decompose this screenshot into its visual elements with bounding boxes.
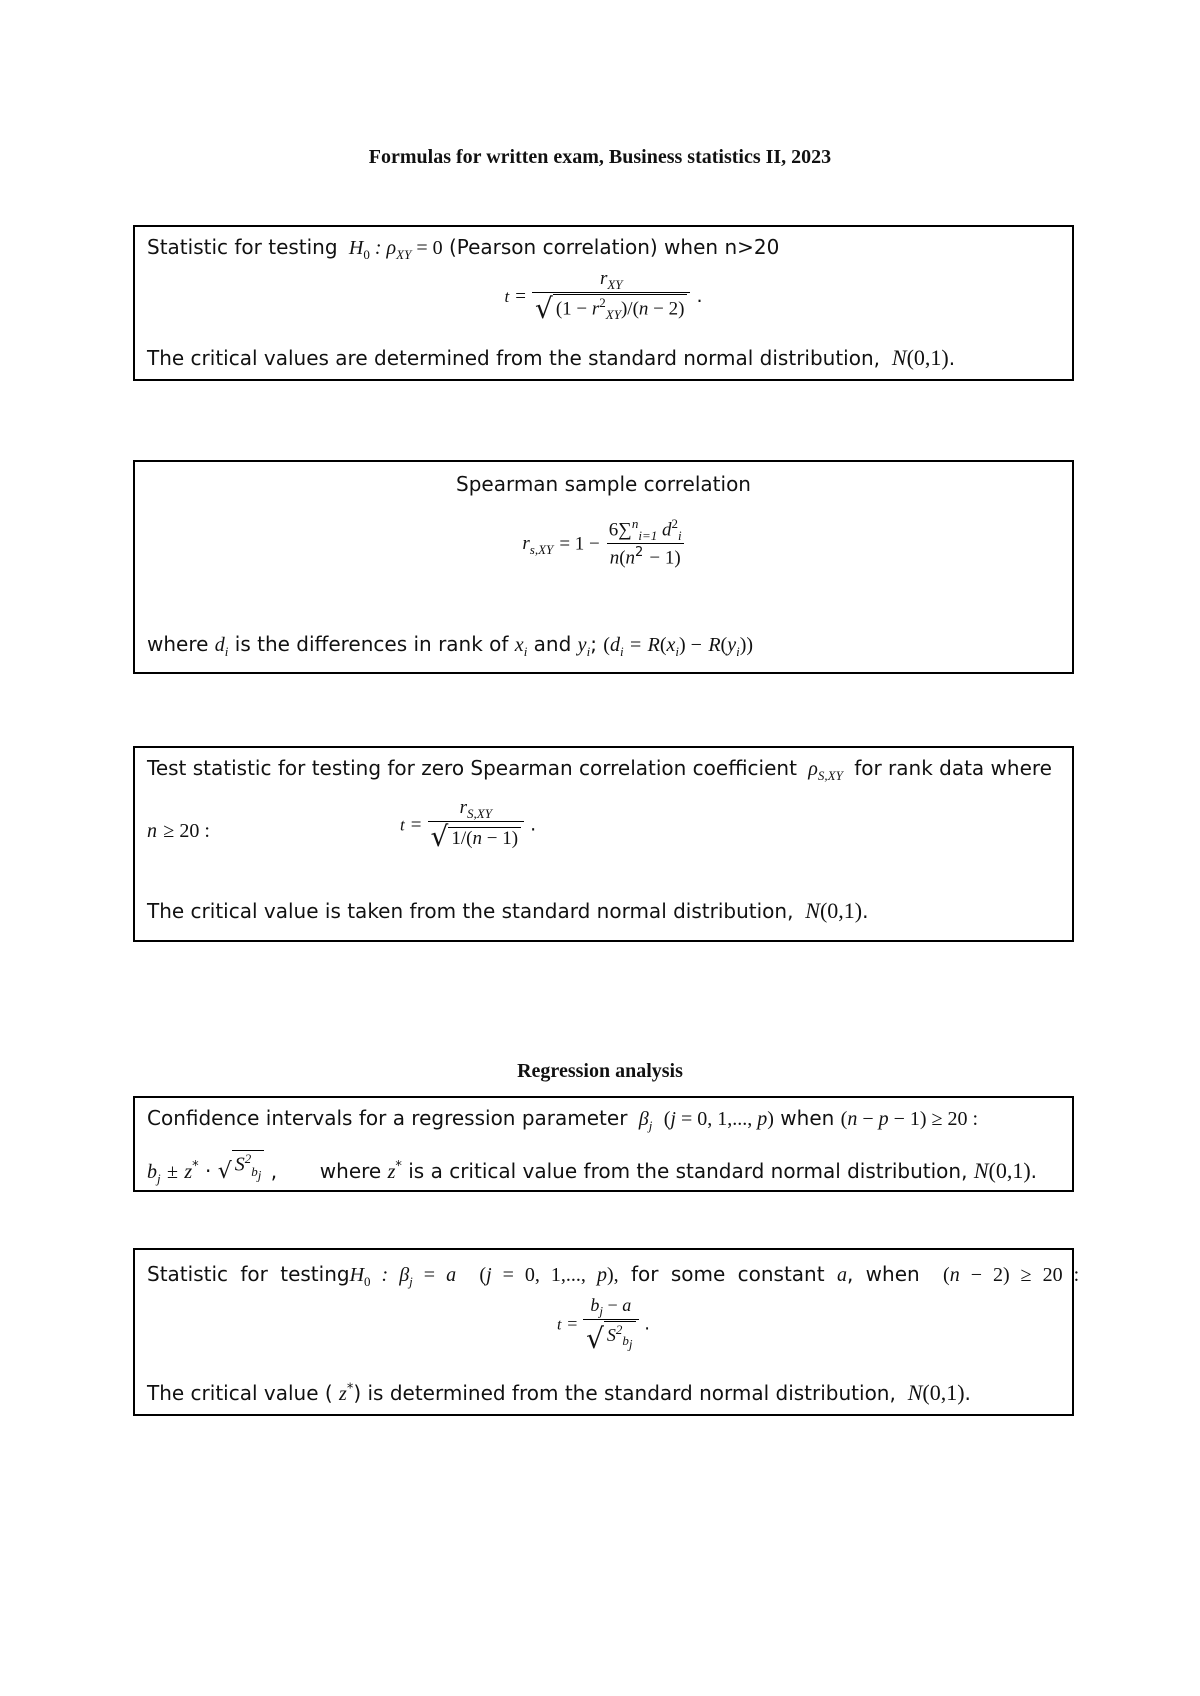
beta-test-when-text: when [865, 1262, 920, 1286]
ci-intro-line: Confidence intervals for a regression parameter $\beta_j$ (j = 0, 1,..., p) when (n − p − 1) ≥ 20 : [147, 1106, 979, 1133]
spearman-heading: Spearman sample correlation [456, 472, 751, 496]
spearman-test-intro: Test statistic for testing for zero Spearman correlation coefficient $\rho_{S,XY}$ for rank data where [147, 756, 1052, 783]
spearman-test-intro-tail: for rank data where [854, 756, 1052, 780]
normal-dist-math: N(0,1) [886, 345, 949, 370]
spearman-formula-box [133, 460, 1074, 674]
page-title: Formulas for written exam, Business statistics II, 2023 [368, 146, 832, 168]
beta-test-word-3: testing [280, 1262, 350, 1286]
regression-section-title: Regression analysis [517, 1060, 683, 1082]
spearman-test-critical: The critical value is taken from the standard normal distribution, N(0,1). [147, 898, 869, 923]
beta-test-critical-text-2: ) is determined from the standard normal distribution, [353, 1381, 896, 1405]
ci-intro-text: Confidence intervals for a regression parameter [147, 1106, 628, 1130]
beta-test-word-2: for [240, 1262, 268, 1286]
confidence-interval-box [133, 1096, 1074, 1192]
pearson-hypothesis-math: $H_0$ : $\rho_{XY} = 0$ [343, 237, 443, 262]
beta-test-critical-text-1: The critical value ( [147, 1381, 333, 1405]
ci-where-tail: is a critical value from the standard normal distribution, [408, 1158, 968, 1183]
beta-test-box [133, 1248, 1080, 1416]
spearman-r-formula: $r_{s,XY} = 1$ − $\frac{6\sum^n_{i=1} d^2_i}{n(n^2 - 1)}$ [135, 517, 1072, 571]
spearman-where-text: where [147, 632, 209, 656]
ci-formula-line: $b_j \pm z^*$ · √ $S^2_{b_j}$ , where z* is a critical value from the standard normal distribution, N(0,1). [147, 1151, 1038, 1186]
beta-test-constant-text: for some constant [630, 1262, 825, 1286]
spearman-test-condition: n ≥ 20 : [147, 820, 210, 842]
beta-test-word-1: Statistic [147, 1262, 229, 1286]
pearson-intro-tail: (Pearson correlation) when [448, 235, 719, 259]
beta-test-formula: t = $b_j - a$ √ $S^2_{b_j}$ . [557, 1295, 650, 1355]
spearman-test-critical-text: The critical value is taken from the standard normal distribution, [147, 899, 794, 923]
pearson-critical-text: The critical values are determined from the standard normal distribution, [147, 346, 881, 370]
pearson-critical-line: The critical values are determined from the standard normal distribution, N(0,1). [147, 345, 956, 370]
pearson-intro-line [147, 235, 779, 263]
ci-when-text: when [780, 1106, 835, 1130]
spearman-test-intro-text: Test statistic for testing for zero Spearman correlation coefficient [147, 756, 797, 780]
pearson-intro-text: Statistic for testing [147, 235, 338, 259]
spearman-where-text-2: is the differences in rank of [234, 632, 509, 656]
beta-test-intro: Statistic for testingH$_0$ : $\beta_j = a$ (j = 0, 1,..., p), for some constant a, when (n − 2) ≥ 20 : [147, 1262, 1080, 1289]
spearman-where-line: where $d_i$ is the differences in rank of $x_i$ and $y_i$; $(d_i = R(x_i) - R(y_i))$ [147, 632, 754, 659]
pearson-t-formula: t = $r_{XY}$ √ $(1 - r^2_{XY})/(n - 2)$ . [504, 268, 703, 325]
spearman-test-formula: t = $r_{S,XY}$ √ 1/(n − 1) . [400, 797, 537, 854]
pearson-condition: n>20 [724, 235, 780, 259]
beta-test-critical: The critical value ( z*) is determined from the standard normal distribution, N(0,1). [147, 1380, 971, 1405]
spearman-where-text-3: and [533, 632, 572, 656]
ci-where-text: where [319, 1158, 382, 1183]
spearman-test-box [133, 746, 1074, 942]
pearson-formula-box [133, 225, 1074, 381]
